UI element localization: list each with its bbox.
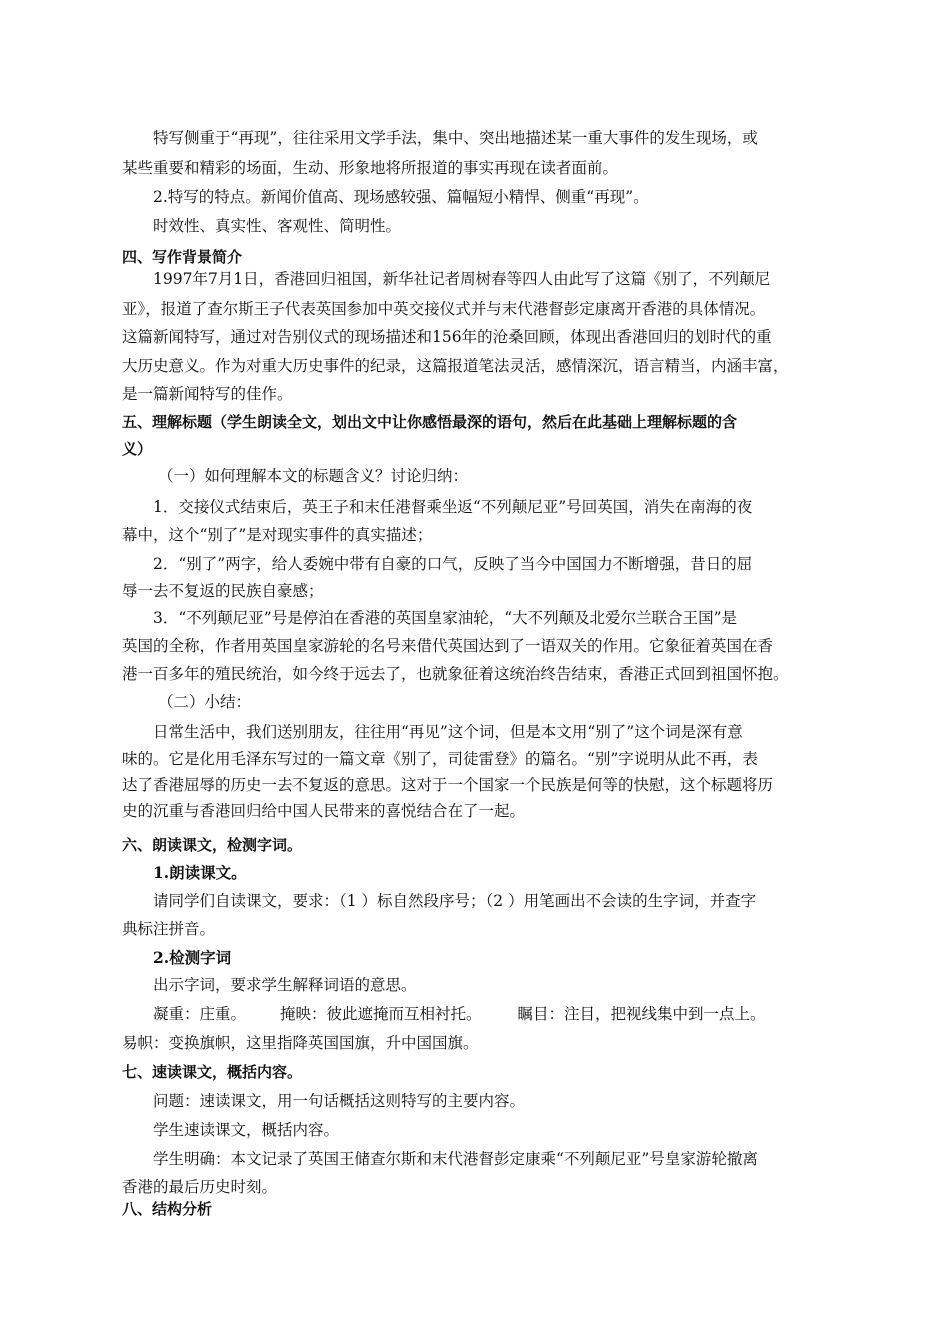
list-item: 英国的全称，作者用英国皇家游轮的名号来借代英国达到了一语双关的作用。它象征着英国在香 bbox=[122, 637, 774, 655]
paragraph-line: 大历史意义。作为对重大历史事件的纪录，这篇报道笔法灵活，感情深沉，语言精当，内涵丰富， bbox=[122, 357, 789, 375]
paragraph-line: 达了香港屈辱的历史一去不复返的意思。这对于一个国家一个民族是何等的快慰，这个标题将历 bbox=[122, 776, 774, 794]
paragraph-line: 味的。它是化用毛泽东写过的一篇文章《别了，司徒雷登》的篇名。“别”字说明从此不再，表 bbox=[122, 750, 758, 768]
question-line: （二）小结： bbox=[158, 693, 252, 711]
paragraph-line: 日常生活中，我们送别朋友，往往用“再见”这个词，但是本文用“别了”这个词是深有意 bbox=[153, 723, 743, 741]
vocab-item: 易帜：变换旗帜，这里指降英国国旗，升中国国旗。 bbox=[122, 1034, 479, 1052]
paragraph-line: 这篇新闻特写，通过对告别仪式的现场描述和156年的沧桑回顾，体现出香港回归的划时代的重 bbox=[122, 328, 772, 346]
paragraph-line: 典标注拼音。 bbox=[122, 920, 216, 938]
paragraph-line: 出示字词，要求学生解释词语的意思。 bbox=[153, 976, 417, 994]
section-heading: 六、朗读课文，检测字词。 bbox=[122, 836, 303, 854]
section-heading: 八、结构分析 bbox=[122, 1200, 213, 1218]
subheading: 2.检测字词 bbox=[153, 948, 232, 967]
intro-line: 时效性、真实性、客观性、简明性。 bbox=[153, 217, 402, 235]
list-item: 幕中，这个“别了”是对现实事件的真实描述； bbox=[122, 526, 433, 544]
vocab-item: 凝重：庄重。 bbox=[153, 1005, 247, 1023]
paragraph-line: 学生明确：本文记录了英国王储查尔斯和末代港督彭定康乘“不列颠尼亚”号皇家游轮撤离 bbox=[153, 1150, 758, 1168]
intro-line: 2.特写的特点。新闻价值高、现场感较强、篇幅短小精悍、侧重“再现”。 bbox=[153, 188, 649, 206]
vocab-item: 掩映：彼此遮掩而互相衬托。 bbox=[280, 1005, 482, 1023]
paragraph-line: 香港的最后历史时刻。 bbox=[122, 1178, 278, 1196]
section-heading: 义） bbox=[122, 440, 153, 458]
section-heading: 七、速读课文，概括内容。 bbox=[122, 1063, 303, 1081]
section-heading: 五、理解标题（学生朗读全文，划出文中让你感悟最深的语句，然后在此基础上理解标题的含 bbox=[122, 413, 738, 431]
question-line: （一）如何理解本文的标题含义？讨论归纳： bbox=[158, 467, 469, 485]
paragraph-line: 是一篇新闻特写的佳作。 bbox=[122, 385, 293, 403]
section-heading: 四、写作背景简介 bbox=[122, 248, 243, 266]
list-item: 辱一去不复返的民族自豪感； bbox=[122, 582, 324, 600]
intro-line: 特写侧重于“再现”，往往采用文学手法，集中、突出地描述某一重大事件的发生现场，或 bbox=[153, 129, 758, 147]
vocab-item: 瞩目：注目，把视线集中到一点上。 bbox=[517, 1005, 766, 1023]
paragraph-line: 1997年7月1日，香港回归祖国，新华社记者周树春等四人由此写了这篇《别了，不列颠尼 bbox=[153, 270, 771, 288]
list-item: 1．交接仪式结束后，英王子和末任港督乘坐返“不列颠尼亚”号回英国，消失在南海的夜 bbox=[153, 498, 753, 516]
list-item: 3．“不列颠尼亚”号是停泊在香港的英国皇家油轮，“大不列颠及北爱尔兰联合王国”是 bbox=[153, 609, 738, 627]
paragraph-line: 史的沉重与香港回归给中国人民带来的喜悦结合在了一起。 bbox=[122, 802, 526, 820]
list-item: 港一百多年的殖民统治，如今终于远去了，也就象征着这统治终告结束，香港正式回到祖国怀抱。 bbox=[122, 665, 789, 683]
list-item: 2．“别了”两字，给人委婉中带有自豪的口气，反映了当今中国国力不断增强，昔日的屈 bbox=[153, 555, 753, 573]
paragraph-line: 学生速读课文，概括内容。 bbox=[153, 1121, 340, 1139]
subheading: 1.朗读课文。 bbox=[153, 863, 247, 882]
paragraph-line: 请同学们自读课文，要求：（1 ）标自然段序号；（2 ）用笔画出不会读的生字词，并查字 bbox=[153, 892, 757, 910]
paragraph-line: 亚》，报道了查尔斯王子代表英国参加中英交接仪式并与末代港督彭定康离开香港的具体情况。 bbox=[122, 300, 766, 318]
intro-line: 某些重要和精彩的场面，生动、形象地将所报道的事实再现在读者面前。 bbox=[122, 159, 619, 177]
vocab-row bbox=[153, 1004, 766, 1024]
paragraph-line: 问题：速读课文，用一句话概括这则特写的主要内容。 bbox=[153, 1092, 526, 1110]
